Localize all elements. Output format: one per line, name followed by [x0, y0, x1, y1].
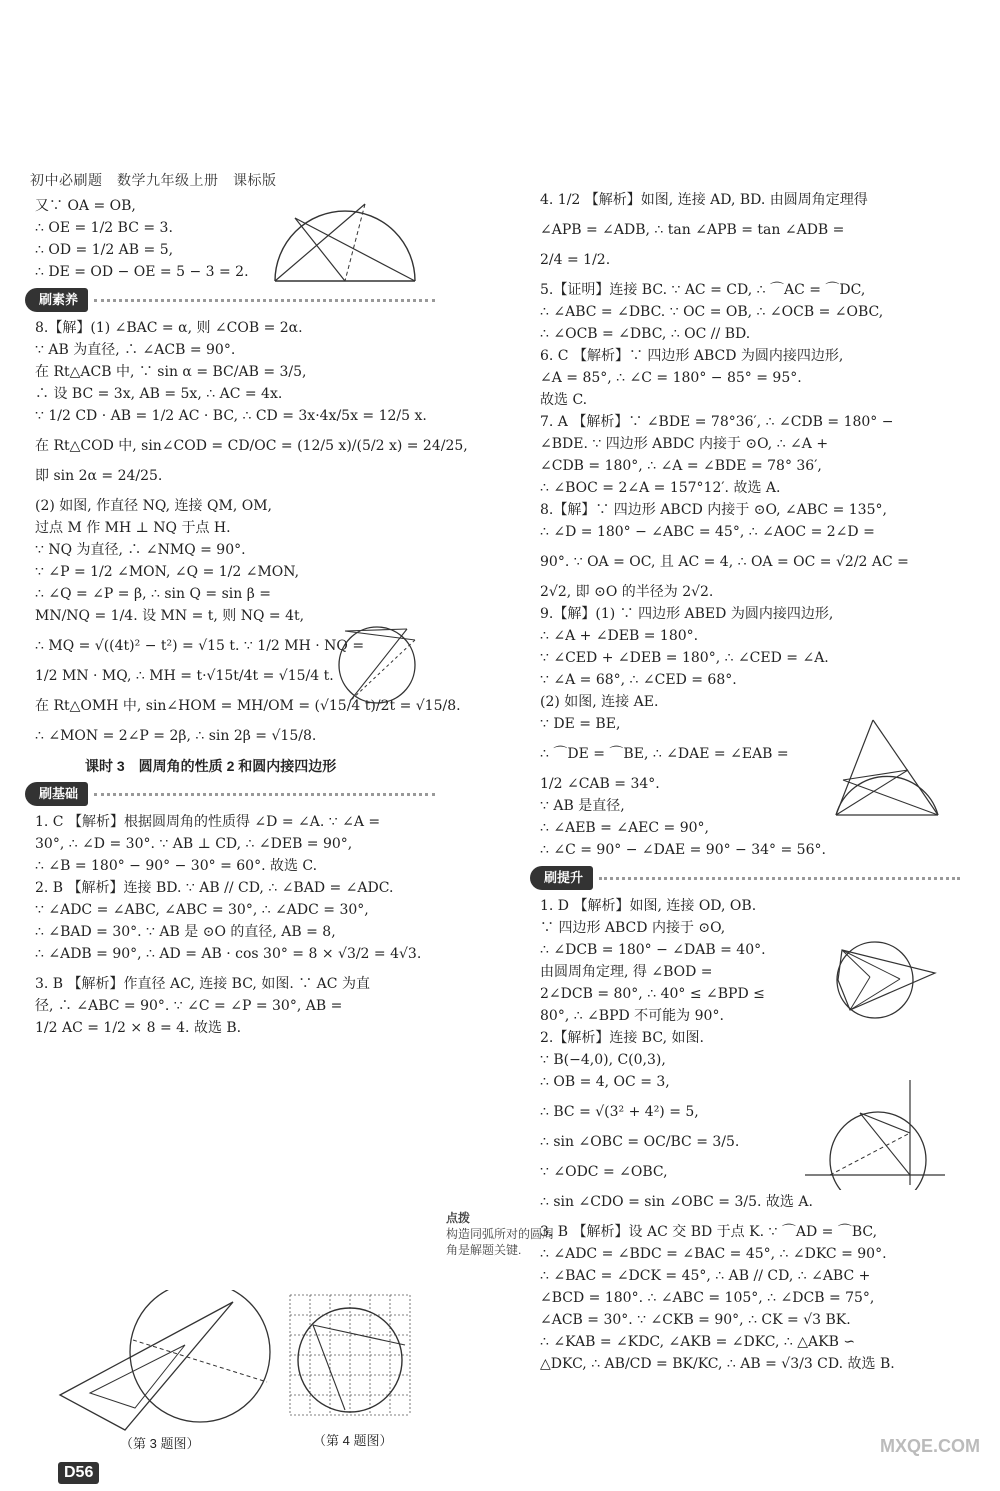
- text-line: 在 Rt△ACB 中, ∵ sin α = BC/AB = 3/5,: [35, 364, 307, 380]
- text-line: ∴ ∠DCB = 180° − ∠DAB = 40°.: [540, 942, 766, 958]
- text-line: 9.【解】(1) ∵ 四边形 ABED 为圆内接四边形,: [540, 606, 834, 622]
- text-line: 2√2, 即 ⊙O 的半径为 2√2.: [540, 584, 714, 600]
- text-line: 由圆周角定理, 得 ∠BOD =: [540, 964, 713, 980]
- text-line: ∵ ∠ADC = ∠ABC, ∠ABC = 30°, ∴ ∠ADC = 30°,: [35, 902, 369, 918]
- tip-title: 点拨: [446, 1211, 471, 1225]
- text-line: △DKC, ∴ AB/CD = BK/KC, ∴ AB = √3/3 CD. 故选 B.: [540, 1356, 895, 1372]
- text-line: ∴ OB = 4, OC = 3,: [540, 1074, 670, 1090]
- figure-q9: [828, 710, 943, 825]
- text-line: ∴ ∠C = 90° − ∠DAE = 90° − 34° = 56°.: [540, 842, 826, 858]
- text-line: 6. C 【解析】∵ 四边形 ABCD 为圆内接四边形,: [540, 348, 844, 364]
- text-line: ∴ ∠Q = ∠P = β, ∴ sin Q = sin β =: [35, 586, 271, 602]
- figure-caption: （第 3 题图）: [120, 1436, 200, 1451]
- text-line: 7. A 【解析】∵ ∠BDE = 78°36′, ∴ ∠CDB = 180° −: [540, 414, 894, 430]
- text-line: ∴ ∠MON = 2∠P = 2β, ∴ sin 2β = √15/8.: [35, 728, 317, 744]
- section-header-basic: [25, 782, 435, 806]
- section-title: 刷素养: [25, 288, 88, 312]
- text-line: 8.【解】∵ 四边形 ABCD 内接于 ⊙O, ∠ABC = 135°,: [540, 502, 887, 518]
- text-line: ∴ ∠BAD = 30°. ∵ AB 是 ⊙O 的直径, AB = 8,: [35, 924, 336, 940]
- text-line: ∴ BC = √(3² + 4²) = 5,: [540, 1104, 699, 1120]
- text-line: ∵ B(−4,0), C(0,3),: [540, 1052, 666, 1068]
- text-line: 2/4 = 1/2.: [540, 252, 611, 268]
- text-line: ∵ ∠A = 68°, ∴ ∠CED = 68°.: [540, 672, 737, 688]
- text-line: 1/2 MN · MQ, ∴ MH = t·√15t/4t = √15/4 t.: [35, 668, 334, 684]
- text-line: ∴ DE = OD − OE = 5 − 3 = 2.: [35, 264, 249, 280]
- text-line: ∴ 设 BC = 3x, AB = 5x, ∴ AC = 4x.: [35, 386, 283, 402]
- text-line: ∵ DE = BE,: [540, 716, 621, 732]
- text-line: 1/2 ∠CAB = 34°.: [540, 776, 660, 792]
- text-line: (2) 如图, 连接 AE.: [540, 694, 659, 710]
- section-header-literacy: [25, 288, 435, 312]
- text-line: ∴ MQ = √((4t)² − t²) = √15 t. ∵ 1/2 MH · NQ =: [35, 638, 365, 654]
- text-line: 又∵ OA = OB,: [35, 198, 136, 214]
- page-number: D56: [58, 1462, 99, 1484]
- text-line: ∠ACB = 30°. ∵ ∠CKB = 90°, ∴ CK = √3 BK.: [540, 1312, 851, 1328]
- text-line: 过点 M 作 MH ⊥ NQ 于点 H.: [35, 520, 231, 536]
- text-line: ∴ sin ∠CDO = sin ∠OBC = 3/5. 故选 A.: [540, 1194, 813, 1210]
- figure-ad2-coordinate: [800, 1075, 950, 1190]
- text-line: ∠CDB = 180°, ∴ ∠A = ∠BDE = 78° 36′,: [540, 458, 822, 474]
- text-line: 8.【解】(1) ∠BAC = α, 则 ∠COB = 2α.: [35, 320, 303, 336]
- text-line: 径, ∴ ∠ABC = 90°. ∵ ∠C = ∠P = 30°, AB =: [35, 998, 343, 1014]
- dotted-divider: [94, 793, 435, 796]
- text-line: ∴ ∠BAC = ∠DCK = 45°, ∴ AB // CD, ∴ ∠ABC +: [540, 1268, 871, 1284]
- text-line: 在 Rt△COD 中, sin∠COD = CD/OC = (12/5 x)/(5/2 x) = 24/25,: [35, 438, 468, 454]
- text-line: ∴ OD = 1/2 AB = 5,: [35, 242, 174, 258]
- text-line: ∠BCD = 180°. ∴ ∠ABC = 105°, ∴ ∠DCB = 75°,: [540, 1290, 875, 1306]
- section-header-advance: [530, 866, 960, 890]
- text-line: 在 Rt△OMH 中, sin∠HOM = MH/OM = (√15/4 t)/2t = √15/8.: [35, 698, 461, 714]
- text-line: ∴ ∠ABC = ∠DBC. ∵ OC = OB, ∴ ∠OCB = ∠OBC,: [540, 304, 884, 320]
- text-line: ∵ 1/2 CD · AB = 1/2 AC · BC, ∴ CD = 3x·4x/5x = 12/5 x.: [35, 408, 427, 424]
- text-line: ∵ AB 是直径,: [540, 798, 625, 814]
- section-title: 刷基础: [25, 782, 88, 806]
- text-line: ∴ ∠ADC = ∠BDC = ∠BAC = 45°, ∴ ∠DKC = 90°.: [540, 1246, 887, 1262]
- text-line: 30°, ∴ ∠D = 30°. ∵ AB ⊥ CD, ∴ ∠DEB = 90°,: [35, 836, 353, 852]
- text-line: MN/NQ = 1/4. 设 MN = t, 则 NQ = 4t,: [35, 608, 305, 624]
- text-line: 3. B 【解析】作直径 AC, 连接 BC, 如图. ∵ AC 为直: [35, 976, 370, 992]
- text-line: 2. B 【解析】连接 BD. ∵ AB // CD, ∴ ∠BAD = ∠ADC.: [35, 880, 394, 896]
- text-line: ∴ ∠B = 180° − 90° − 30° = 60°. 故选 C.: [35, 858, 318, 874]
- text-line: ∵ ∠P = 1/2 ∠MON, ∠Q = 1/2 ∠MON,: [35, 564, 300, 580]
- text-line: ∴ OE = 1/2 BC = 3.: [35, 220, 173, 236]
- text-line: ∵ AB 为直径, ∴ ∠ACB = 90°.: [35, 342, 236, 358]
- text-line: ∠APB = ∠ADB, ∴ tan ∠APB = tan ∠ADB =: [540, 222, 845, 238]
- text-line: ∵ ∠ODC = ∠OBC,: [540, 1164, 668, 1180]
- text-line: 4. 1/2 【解析】如图, 连接 AD, BD. 由圆周角定理得: [540, 192, 868, 208]
- text-line: 2∠DCB = 80°, ∴ 40° ≤ ∠BPD ≤: [540, 986, 765, 1002]
- lesson-title: 课时 3 圆周角的性质 2 和圆内接四边形: [85, 758, 337, 774]
- text-line: (2) 如图, 作直径 NQ, 连接 QM, OM,: [35, 498, 272, 514]
- text-line: 90°. ∵ OA = OC, 且 AC = 4, ∴ OA = OC = √2/2 AC =: [540, 554, 909, 570]
- text-line: 1. D 【解析】如图, 连接 OD, OB.: [540, 898, 757, 914]
- figure-q3: [55, 1290, 280, 1435]
- text-line: ∴ ∠KAB = ∠KDC, ∠AKB = ∠DKC, ∴ △AKB ∽: [540, 1334, 856, 1350]
- tip-text: 构造同弧所对的圆周角是解题关键.: [446, 1227, 555, 1257]
- section-title: 刷提升: [530, 866, 593, 890]
- text-line: 2.【解析】连接 BC, 如图.: [540, 1030, 704, 1046]
- figure-caption: （第 4 题图）: [313, 1433, 393, 1448]
- text-line: ∴ ∠AEB = ∠AEC = 90°,: [540, 820, 710, 836]
- figure-ad1: [830, 935, 950, 1025]
- dotted-divider: [599, 877, 960, 880]
- text-line: ∵ NQ 为直径, ∴ ∠NMQ = 90°.: [35, 542, 246, 558]
- text-line: ∴ ⌒DE = ⌒BE, ∴ ∠DAE = ∠EAB =: [540, 746, 789, 762]
- text-line: 1/2 AC = 1/2 × 8 = 4. 故选 B.: [35, 1020, 242, 1036]
- semicircle-figure: [265, 196, 425, 291]
- text-line: ∴ ∠A + ∠DEB = 180°.: [540, 628, 699, 644]
- text-line: 80°, ∴ ∠BPD 不可能为 90°.: [540, 1008, 724, 1024]
- text-line: ∵ 四边形 ABCD 内接于 ⊙O,: [540, 920, 726, 936]
- text-line: 5.【证明】连接 BC. ∵ AC = CD, ∴ ⌒AC = ⌒DC,: [540, 282, 866, 298]
- text-line: ∴ ∠BOC = 2∠A = 157°12′. 故选 A.: [540, 480, 781, 496]
- text-line: 即 sin 2α = 24/25.: [35, 468, 163, 484]
- text-line: ∵ ∠CED + ∠DEB = 180°, ∴ ∠CED = ∠A.: [540, 650, 829, 666]
- page-header: 初中必刷题 数学九年级上册 课标版: [30, 172, 277, 188]
- text-line: 故选 C.: [540, 392, 588, 408]
- dotted-divider: [94, 299, 435, 302]
- text-line: 1. C 【解析】根据圆周角的性质得 ∠D = ∠A. ∵ ∠A =: [35, 814, 381, 830]
- text-line: ∴ ∠OCB = ∠DBC, ∴ OC // BD.: [540, 326, 751, 342]
- circle-figure-q8: [335, 615, 425, 710]
- text-line: ∠A = 85°, ∴ ∠C = 180° − 85° = 95°.: [540, 370, 802, 386]
- watermark: MXQE.COM: [879, 1436, 980, 1456]
- text-line: ∴ ∠D = 180° − ∠ABC = 45°, ∴ ∠AOC = 2∠D =: [540, 524, 875, 540]
- text-line: ∴ sin ∠OBC = OC/BC = 3/5.: [540, 1134, 740, 1150]
- figure-q4-grid: [285, 1290, 415, 1435]
- text-line: ∠BDE. ∵ 四边形 ABDC 内接于 ⊙O, ∴ ∠A +: [540, 436, 829, 452]
- text-line: ∴ ∠ADB = 90°, ∴ AD = AB · cos 30° = 8 × √3/2 = 4√3.: [35, 946, 422, 962]
- text-line: 3. B 【解析】设 AC 交 BD 于点 K. ∵ ⌒AD = ⌒BC,: [540, 1224, 878, 1240]
